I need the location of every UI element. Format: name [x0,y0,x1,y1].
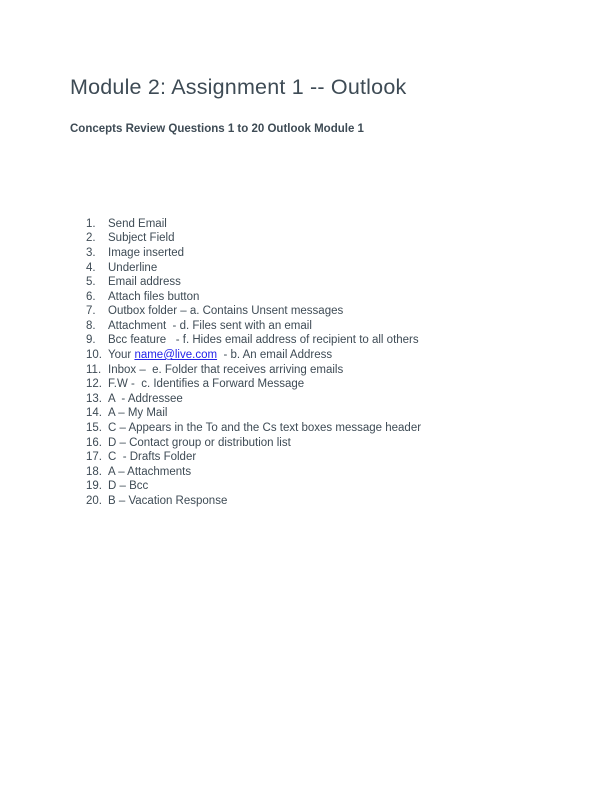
list-item [86,319,556,334]
list-item [86,348,556,363]
list-item-number: 2. [86,232,96,245]
list-item [86,333,556,348]
list-item-text: B – Vacation Response [108,495,228,507]
list-item [86,436,556,451]
list-item-number: 19. [86,480,102,493]
document-subtitle: Concepts Review Questions 1 to 20 Outlook Module 1 [70,122,364,135]
list-item [86,304,556,319]
list-item-text: Bcc feature - f. Hides email address of recipient to all others [108,334,419,347]
list-item-text-prefix: Your [108,349,135,362]
list-item-number: 3. [86,246,96,259]
list-item-text-suffix: - b. An email Address [217,349,333,362]
list-item [86,421,556,436]
list-item-text: Underline [108,261,158,274]
list-item-text: Send Email [108,217,167,230]
list-item [86,246,556,261]
list-item [86,290,556,305]
list-item-number: 6. [86,290,96,303]
list-item [86,494,556,509]
page-title: Module 2: Assignment 1 -- Outlook [70,75,407,99]
list-item-text: Attachment - d. Files sent with an email [108,319,312,332]
list-item-number: 12. [86,378,102,391]
list-item-number: 20. [86,495,102,507]
list-item-text: A – Attachments [108,465,192,478]
list-item-text: D – Bcc [108,480,149,493]
list-item-number: 9. [86,334,96,347]
list-item-text: D – Contact group or distribution list [108,436,291,449]
list-item-text [108,348,556,363]
list-item-text: C - Drafts Folder [108,451,197,464]
list-item-number: 13. [86,392,102,405]
list-item-text: A - Addressee [108,392,183,405]
list-item-text: F.W - c. Identifies a Forward Message [108,378,305,391]
list-item [86,363,556,378]
list-item [86,231,556,246]
list-item [86,392,556,407]
list-item [86,261,556,276]
list-item-text: Attach files button [108,290,200,303]
list-item [86,275,556,290]
list-item-text: Email address [108,276,181,289]
list-item [86,450,556,465]
list-item-number: 5. [86,276,96,289]
list-item-number: 14. [86,407,102,420]
email-link[interactable]: name@live.com [134,349,218,362]
list-item-text: C – Appears in the To and the Cs text boxes message header [108,422,422,435]
list-item-number: 15. [86,422,102,435]
list-item-number: 11. [86,363,102,376]
list-item-number: 4. [86,261,96,274]
answers-list [70,217,556,509]
list-item-text: Inbox – e. Folder that receives arriving emails [108,363,344,376]
list-item-text: Subject Field [108,232,175,245]
list-item-number: 16. [86,436,102,449]
list-item-text: Image inserted [108,246,185,259]
list-item-number: 10. [86,349,102,362]
list-item-number: 8. [86,319,96,332]
list-item-number: 7. [86,305,96,318]
list-item-number: 17. [86,451,102,464]
list-item [86,406,556,421]
list-item [86,479,556,494]
list-item [86,465,556,480]
list-item [86,377,556,392]
list-item-number: 18. [86,465,102,478]
list-item-text: A – My Mail [108,407,168,420]
list-item-text: Outbox folder – a. Contains Unsent messages [108,305,344,318]
list-item-number: 1. [86,217,96,230]
list-item [86,217,556,232]
